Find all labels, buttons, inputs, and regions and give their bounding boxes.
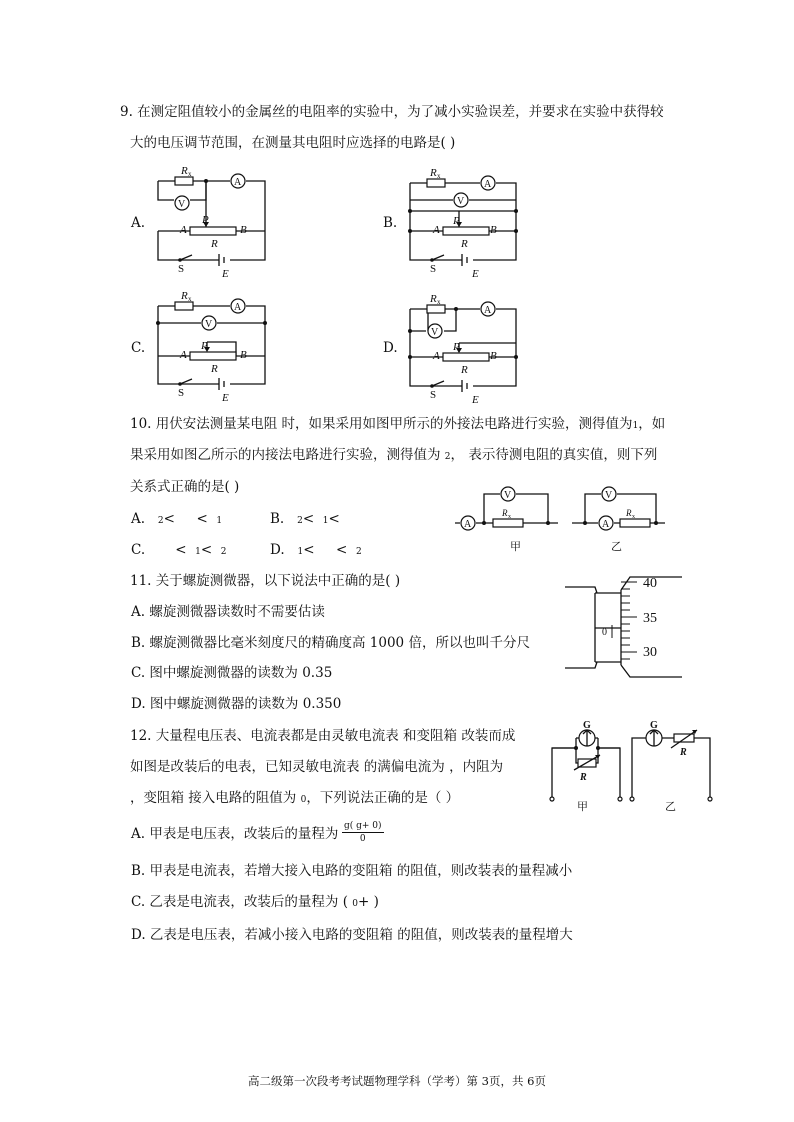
q12-stem-line3-text: ，变阻箱 接入电路的阻值为 (130, 790, 297, 806)
q10-opt-c-p1: 1 (195, 547, 201, 557)
q10-opt-a-p2: 1 (216, 516, 223, 526)
q12-stem-line3-sub: 0 (300, 795, 307, 805)
q12-jia-g-label: G (583, 720, 591, 731)
q9d-label-b: B (490, 350, 497, 362)
q10-opt-d-p2: 2 (355, 547, 362, 557)
q9d-ammeter-label: A (484, 305, 492, 316)
q10-opt-c-op1: < (175, 542, 187, 558)
q12-fig-jia-caption: 甲 (577, 801, 588, 813)
q11-scale-40: 40 (643, 576, 657, 591)
q12-yi-r-label: R (680, 747, 687, 758)
q10-opt-b-op2: < (328, 511, 340, 527)
q9b-label-a: A (433, 224, 440, 236)
q9-stem-line1: 9. 在测定阻值较小的金属丝的电阻率的实验中，为了减小实验误差，并要求在实验中获得较 (120, 104, 664, 120)
q9c-label-r: R (211, 363, 218, 375)
q9-option-c-label: C. (131, 340, 146, 356)
q10-yi-rx-label: R (626, 508, 632, 518)
q9d-rx-sub: x (437, 298, 441, 306)
q9a-label-e: E (222, 268, 229, 280)
q10-opt-c-op2: < (200, 542, 213, 558)
q9d-label-e: E (472, 394, 479, 406)
q12-opt-c-text: C. 乙表是电流表，改装后的量程为 ( (131, 894, 348, 910)
q9a-label-p: P (202, 214, 209, 226)
q10-yi-rx-sub: x (632, 514, 635, 520)
q10-opt-d-op2: < (336, 542, 348, 558)
q9-option-b-label: B. (383, 215, 398, 231)
q9d-rx-label: R (430, 293, 437, 305)
q12-opt-a-text: A. 甲表是电压表，改装后的量程为 (131, 826, 339, 842)
q11-option-b: B. 螺旋测微器比毫米刻度尺的精确度高 1000 倍，所以也叫千分尺 (131, 635, 530, 651)
q9-option-d-label: D. (383, 340, 398, 356)
q9a-ammeter-label: A (234, 177, 242, 188)
q10-yi-voltmeter-label: V (605, 490, 613, 501)
q9a-label-s: S (178, 263, 185, 275)
q9d-label-r: R (461, 364, 468, 376)
q12-option-b: B. 甲表是电流表，若增大接入电路的变阻箱 的阻值，则改装表的量程减小 (131, 863, 573, 879)
q12-opt-a-numerator: g( g+ 0) (344, 821, 382, 831)
q9b-ammeter-label: A (484, 179, 492, 190)
q10-opt-b-op1: < (302, 511, 315, 527)
q9b-rx-sub: x (437, 172, 441, 180)
q9c-label-a: A (180, 349, 187, 361)
q9b-rx-label: R (430, 167, 437, 179)
q9c-rx-sub: x (188, 295, 192, 303)
q10-yi-ammeter-label: A (602, 519, 610, 530)
q9b-label-r: R (461, 238, 468, 250)
q12-opt-c-sub: 0 (352, 899, 359, 909)
q10-opt-c-p2: 2 (220, 547, 227, 557)
q10-fig-jia-caption: 甲 (510, 541, 521, 553)
q9d-label-s: S (430, 389, 437, 401)
q12-fig-yi-caption: 乙 (665, 801, 676, 813)
q10-jia-rx-sub: x (508, 514, 511, 520)
q10-opt-d-label: D. (270, 542, 285, 558)
q9-option-a-label: A. (131, 215, 146, 231)
q12-stem-line3-tail: ，下列说法正确的是（ ） (306, 790, 460, 806)
q10-stem-line1-tail: ，如 (638, 416, 666, 432)
q10-stem-line2-text: 果采用如图乙所示的内接法电路进行实验，测得值为 (130, 447, 441, 463)
q10-fig-yi-caption: 乙 (611, 541, 622, 553)
q10-opt-a-p1: 2 (157, 516, 164, 526)
q9c-label-s: S (178, 387, 185, 399)
q9a-voltmeter-label: V (178, 199, 186, 210)
q10-opt-a-label: A. (131, 511, 146, 527)
q12-option-d: D. 乙表是电压表，若减小接入电路的变阻箱 的阻值，则改装表的量程增大 (131, 927, 573, 943)
q11-option-c: C. 图中螺旋测微器的读数为 0.35 (131, 665, 333, 681)
q9c-ammeter-label: A (234, 302, 242, 313)
q10-jia-ammeter-label: A (464, 519, 472, 530)
q9d-label-p: P (453, 341, 460, 353)
q10-stem-line2-sub: 2 (444, 452, 451, 462)
q10-stem-line1-text: 10. 用伏安法测量某电阻 时，如果采用如图甲所示的外接法电路进行实验，测得值为 (130, 416, 633, 432)
q10-opt-a-op1: < (163, 511, 175, 527)
q12-opt-c-tail: + ) (358, 894, 379, 910)
q10-stem-line3: 关系式正确的是( ) (130, 479, 240, 495)
q11-scale-35: 35 (643, 611, 657, 626)
q9b-label-e: E (472, 268, 479, 280)
q10-opt-a-op2: < (196, 511, 208, 527)
q9c-label-e: E (222, 392, 229, 404)
q9a-label-r: R (211, 238, 218, 250)
q9b-voltmeter-label: V (457, 196, 465, 207)
q9a-rx-label: R (181, 165, 188, 177)
q9a-label-b: B (240, 224, 247, 236)
q10-jia-rx-label: R (502, 508, 508, 518)
q10-opt-d-p1: 1 (297, 547, 304, 557)
q12-yi-g-label: G (650, 720, 658, 731)
q10-opt-c-label: C. (131, 542, 146, 558)
q9c-label-b: B (240, 349, 247, 361)
q11-sleeve-zero: 0 (602, 627, 607, 638)
q10-opt-b-p2: 1 (322, 516, 329, 526)
q10-jia-voltmeter-label: V (504, 490, 512, 501)
q12-stem-line2: 如图是改装后的电表，已知灵敏电流表 的满偏电流为 ，内阻为 (130, 759, 504, 775)
q9c-voltmeter-label: V (205, 319, 213, 330)
q9a-rx-sub: x (188, 170, 192, 178)
q9b-label-p: P (453, 215, 460, 227)
q9d-label-a: A (433, 350, 440, 362)
q12-jia-r-label: R (580, 772, 587, 783)
q11-scale-30: 30 (643, 645, 657, 660)
q11-option-d: D. 图中螺旋测微器的读数为 0.350 (131, 696, 342, 712)
q12-yi-resistance-box (674, 734, 694, 742)
q9-stem-line2: 大的电压调节范围，在测量其电阻时应选择的电路是( ) (130, 135, 456, 151)
q10-opt-d-op1: < (303, 542, 315, 558)
q12-stem-line1: 12. 大量程电压表、电流表都是由灵敏电流表 和变阻箱 改装而成 (130, 728, 516, 744)
q10-stem-line2-tail: ， 表示待测电阻的真实值，则下列 (450, 447, 658, 463)
q9b-label-s: S (430, 263, 437, 275)
q9d-voltmeter-label: V (431, 327, 439, 338)
q10-opt-b-label: B. (270, 511, 285, 527)
q11-option-a: A. 螺旋测微器读数时不需要估读 (131, 604, 325, 620)
q10-stem-line1-sub: 1 (632, 421, 639, 431)
q9c-label-p: P (201, 340, 208, 352)
q9a-label-a: A (180, 224, 187, 236)
q10-opt-b-p1: 2 (297, 516, 303, 526)
q9c-rx-label: R (181, 290, 188, 302)
page-footer: 高二级第一次段考考试题物理学科（学考）第 3页，共 6页 (248, 1074, 546, 1088)
q11-stem: 11. 关于螺旋测微器，以下说法中正确的是( ) (130, 573, 401, 589)
q12-opt-a-denominator: 0 (359, 834, 366, 844)
q9b-label-b: B (490, 224, 497, 236)
